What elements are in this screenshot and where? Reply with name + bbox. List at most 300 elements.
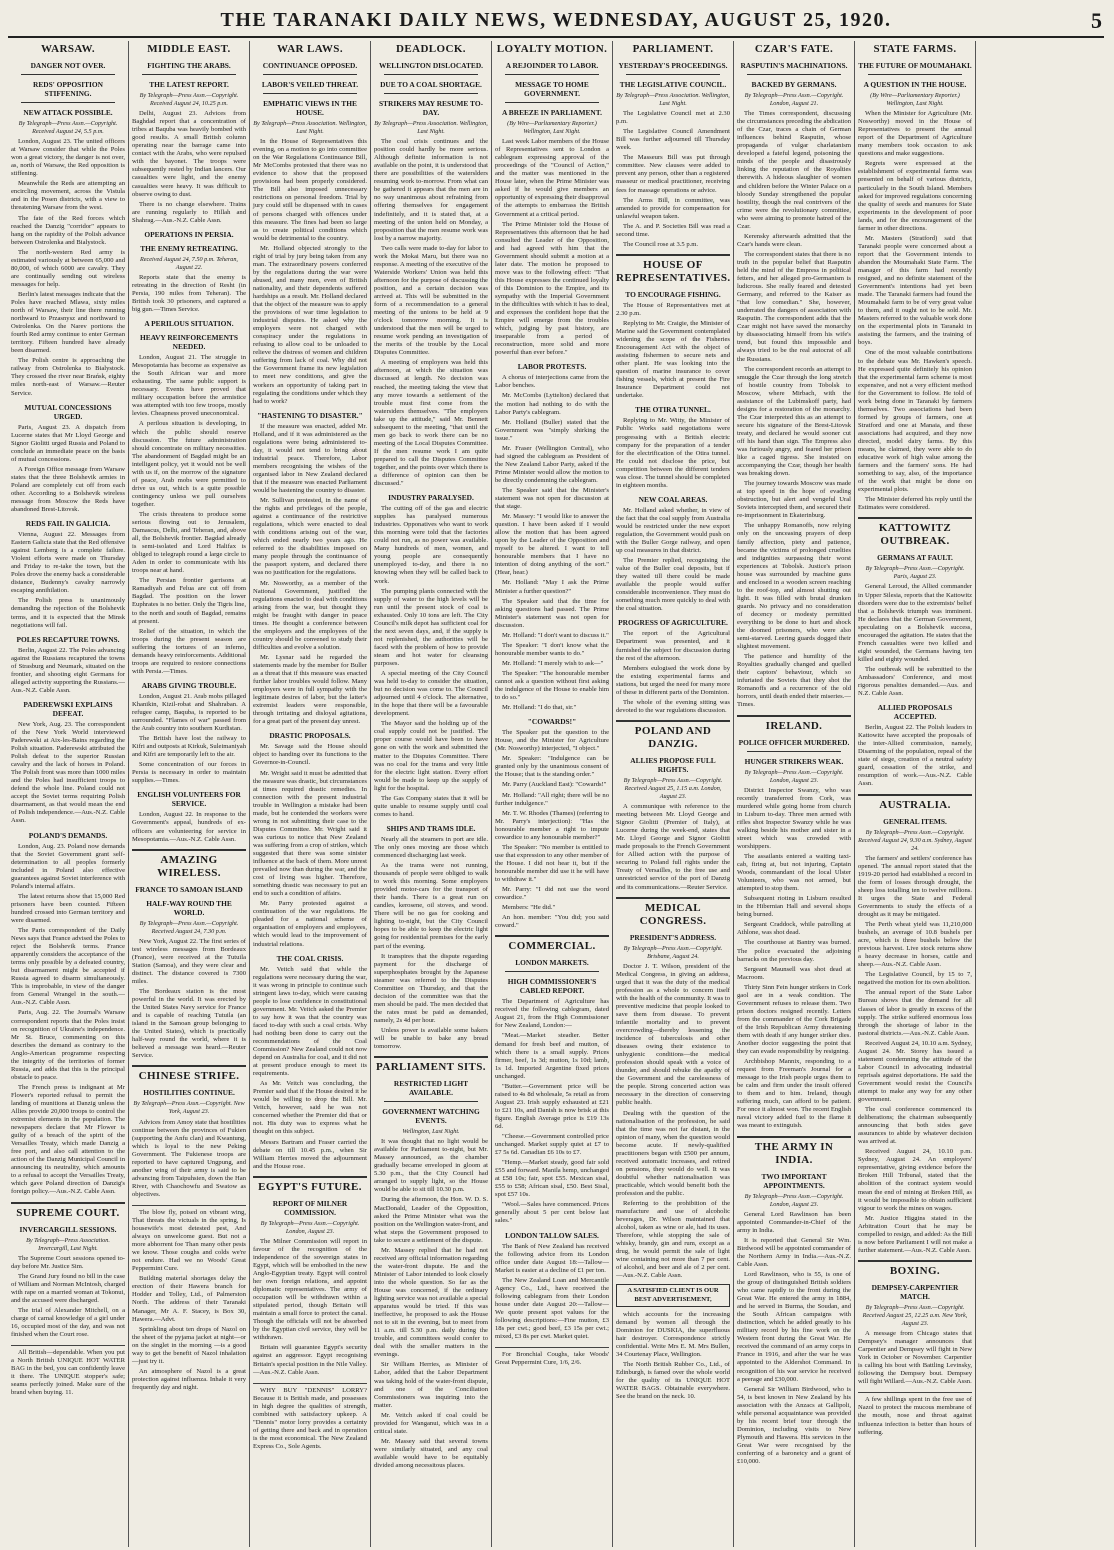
subheading: THE ENEMY RETREATING. bbox=[140, 243, 238, 253]
article-headline: CZAR'S FATE. bbox=[754, 43, 834, 55]
paragraph: Received August 24, 10.10 p.m. Sydney, August 24. An employers' representative, giving evidence before the Broken Hill Tribunal, stated that the abolition of the contract system would mean the end of mining at Broken Hill, as it would be impossible to obtain sufficient vigour to work the mines on wages. bbox=[858, 1148, 972, 1212]
paragraph: Mr. Justice Higgins stated in the Arbitration Court that he may be compelled to resign, and added: As the Bill is now before Parliament I will not make a further statement.—Aus.-N.Z. Cable Assn. bbox=[858, 1214, 972, 1254]
byline: By Telegraph—Press Assn.—Copyright. Received August 24, 10.25 p.m. bbox=[139, 92, 239, 108]
divider bbox=[263, 93, 357, 94]
subheading: DUE TO A COAL SHORTAGE. bbox=[380, 80, 482, 89]
subheading: POLES RECAPTURE TOWNS. bbox=[16, 634, 120, 644]
paragraph: Paris, Aug. 22. The Journal's Warsaw correspondent reports that the Poles insist on recognition of Ukraine's independence. Mr St. Bruce, commenting on this describes the demand as contrary to the Anglo-American programme respecting the integrity of the territories of former Russia, and adds that this is the principal obstacle to peace. bbox=[11, 1009, 125, 1081]
paragraph: A chorus of interjections came from the Labor benches. bbox=[495, 374, 609, 390]
subheading: INVERCARGILL SESSIONS. bbox=[19, 1224, 117, 1234]
paragraph: If the measure was enacted, added Mr. Holland, and if it was administered as the regulations were being administered to-day, it would not tend to bring about industrial peace. Therefore, Labor members recognising the wishes of the organised labor in New Zealand declared that if the measure was enacted Parliament would be hastening the country to disaster. bbox=[253, 422, 367, 495]
article-headline: WARSAW. bbox=[40, 43, 96, 55]
paragraph: Mr. Lysnar said he regarded the statements made by the member for Buller as a threat that if this measure was enacted further labor troubles would follow. Many employers were in full sympathy with the legitimate desires of labor, but the latter's extremist leaders were responsible, through irritating and disloyal agitations, for a great part of the present day unrest. bbox=[253, 653, 367, 726]
byline: (By Wire—Parliamentary Reporter.) Wellington, Last Night. bbox=[507, 120, 597, 136]
paragraph: Relief of the situation, in which the troops during the present season are suffering the tortures of an inferno, demands heavy reinforcements. Additional troops are required to restore connections with Persia.—Times. bbox=[132, 627, 246, 675]
subheading: OPERATIONS IN PERSIA. bbox=[144, 229, 234, 239]
paragraph: The Bordeaux station is the most powerful in the world. It was erected by the United States Navy service for France and is capable of reaching Tutuila (an island in the Samoan group belonging to the United States), which is practically half-way round the world, where it is believed a message was heard.—Reuter Service. bbox=[132, 987, 246, 1060]
paragraph: The Minister deferred his reply until the Estimates were considered. bbox=[858, 496, 972, 512]
subheading: RESTRICTED LIGHT AVAILABLE. bbox=[393, 1079, 469, 1098]
paragraph: Mr. Holland: "I do that, sir." bbox=[502, 704, 577, 712]
paragraph: The latest returns show that 15,000 Red prisoners have been counted. Fifteen hundred crossed into German territory and were disarmed. bbox=[11, 892, 125, 924]
paragraph: Thirty Sinn Fein hunger strikers in Cork gaol are in a weak condition. The Government refuses to release them. Two prison doctors resigned recently. Letters from the commander of the Cork Brigade of the Irish Republican Army threatening them with death if any hunger striker dies. Another doctor suggesting the point that they can evade responsibility by resigning. bbox=[737, 983, 851, 1056]
paragraph: Replying to Mr. Craigie, the Minister of Marine said the Government contemplated widening the scope of the Fisheries Encouragement Act with the object of assisting fishermen to secure nets and other plant. He was looking into the question of marine insurance to cover fishing vessels, which at present the Fire Insurance Department could not undertake. bbox=[616, 319, 730, 400]
paragraph: The coal crisis continues and the position could hardly be more serious. Although definite information is not available on the point, it is understood that there are possibilities of the waterslders resuming work to-morrow. From what can be gathered it appears that the men are in no way unanimous about refraining from offering themselves for engagement indefinitely, and it is stated that, at a meeting of the union held on Monday, a proposition that the men resume work was lost by a narrow majority. bbox=[374, 138, 488, 242]
paragraph: The British have lost the railway to Kifri and outposts at Kirkuk, Suleimaniyah and Kifri are temporarily left to the air. bbox=[132, 735, 246, 759]
paragraph: Sergeant Maunsell was shot dead at Macroom. bbox=[737, 965, 851, 981]
subheading: LABOR PROTESTS. bbox=[517, 362, 587, 372]
paragraph: Mr. Sullivan protested, in the name of the rights and privileges of the people, against a continuance of the restrictive regulations, which were enacted to deal with conditions arising out of the war, which ended nearly two years ago. He referred to the disabilities imposed on many people through the continuance of the passport system, and declared there was no justification for the regulations. bbox=[253, 497, 367, 577]
divider bbox=[747, 74, 841, 75]
byline: By Telegraph—Press Assn.—Copyright. Received August 24, 5.5 p.m. bbox=[18, 120, 118, 136]
byline: By Telegraph—Press Assn.—Copyright. London, August 23. bbox=[744, 768, 844, 784]
paragraph: The Grand Jury found no bill in the case of William and Norman McIntosh, charged with rape on a married woman at Tokonui, and the accused were discharged. bbox=[11, 1272, 125, 1304]
subheading: REPORT OF MILNER COMMISSION. bbox=[272, 1198, 348, 1217]
divider bbox=[11, 1202, 125, 1204]
paragraph: "Wool.—Sales have commenced. Prices generally about 5 per cent below last sales." bbox=[495, 1201, 609, 1225]
paragraph: The cutting off of the gas and electric supplies has paralysed numerous industries. Opponatives who want to work this morning were told that the factories could not run, as no power was available. Many hundreds of men, women, and young people are consequently unemployed to-day, and there is no knowing when they will be called back to work. bbox=[374, 505, 488, 585]
paragraph: Mr. Masters (Stratford) said that Taranaki people were concerned about a report that the Government intends to abandon the Moumahaki State Farm. The manager of this farm had recently resigned, and no definite statement of the Government's intentions had yet been made. The Taranaki farmers had found the Moumahaki farm to be of very great value to them, and it ought not to be sold. Mr. Masters referred to the valuable work done on the experimental plots in Taranaki in assisting the farmers, and the training of boys. bbox=[858, 234, 972, 347]
paragraph: Mr. Parry protested against a continuation of the war regulations. He pleaded for a national scheme of organisation of employers and employees, which would lead to the improvement of industrial relations. bbox=[253, 900, 367, 948]
paragraph: Meanwhile the Reds are attempting an encircling movement, across the Vistula and in the Posen districts, with a view to threatening Warsaw from the west. bbox=[11, 180, 125, 212]
paragraph: It transpires that the dispute regarding payment for the discharge of superphosphates brought by the Japanese steamer was referred to the Disputes Committee on Thursday, and that the decision of the committee was that the men should be paid. The men decided that the rates must be paid as demanded, namely, 2s 4d per hour. bbox=[374, 952, 488, 1024]
masthead bbox=[8, 6, 1104, 38]
subheading: THE FUTURE OF MOUMAHAKI. bbox=[858, 61, 972, 70]
byline: By Telegraph—Press Assn.—Copyright. Brisbane, August 24. bbox=[623, 944, 723, 960]
paragraph: Mr. Speaker: "Indulgence can be granted only by the unanimous consent of the House; that is the standing order." bbox=[495, 755, 609, 779]
subheading: GENERAL ITEMS. bbox=[883, 816, 947, 826]
column-3 bbox=[250, 41, 371, 1547]
subheading: MESSAGE TO HOME GOVERNMENT. bbox=[515, 80, 589, 98]
paragraph: Mr. Parry: "I did not use the word cowardice." bbox=[495, 886, 609, 902]
paragraph: During the afternoon, the Hon. W. D. S. MacDonald, Leader of the Opposition, asked the Prime Minister what was the position on the Wellington water-front, and what steps the Government proposed to take to secure a settlement of the dispute. bbox=[374, 1196, 488, 1244]
paragraph: The North British Rubber Co., Ltd., of Edinburgh, is famed over the whole world for the quality of its UNIQUE HOT WATER BAGS. Obtainable everywhere. See the brand on the neck. 10. bbox=[616, 1360, 730, 1401]
paragraph: "Butter.—Government price will be raised to 4s 8d wholesale, 5s retail as from August 23. Irish supply exhausted at £21 to £21 10s, and Danish is now brisk at this figure. English Average price is £19 13s 6d. bbox=[495, 1082, 609, 1130]
paragraph: The French press is indignant at Mr Flower's reported refusal to permit the landing of munitions at Danzig unless the Allies provide 20,000 troops to control the extremist elements in the population. The newspapers declare that Mr Flower is guilty of a breach of the spirit of the Versailles Treaty, which made Danzig a free port, and also call attention to the action of the Danzig Municipal Council in announcing its neutrality, which amounts to a refusal to accept the Versailles Treaty, which gave Poland direction of Danzig's foreign policy.—Aus.-N.Z. Cable Assn. bbox=[11, 1083, 125, 1196]
paragraph: Sergeant Craddock, while patrolling at Athlone, was shot dead. bbox=[737, 921, 851, 937]
paragraph: The Legislative Council Amendment Bill was further adjourned till Thursday week. bbox=[616, 128, 730, 152]
paragraph: Delhi, August 23. Advices from Baghdad report that a concentration of tribes at Baquba was heavily bombed with good results. A small British column operating near the barrage came into contact with the Arabs, who were repulsed with the bayonet. The troops were subsequently rested by Indian lancers. Our casualties were light, and the enemy casualties were heavy. It was difficult to observe owing to dust. bbox=[132, 110, 246, 198]
paragraph: General Lord Rawlinson has been appointed Commander-in-Chief of the army in India. bbox=[737, 1210, 851, 1234]
column-7 bbox=[734, 41, 855, 1547]
byline: By Telegraph—Press Assn.—Copyright. Paris, August 23. bbox=[865, 565, 965, 581]
paragraph: It is reported that General Sir Wm. Birdwood will be appointed commander of the Northern Army in India.—Aus.-N.Z. Cable Assn. bbox=[737, 1236, 851, 1268]
subheading: DRASTIC PROPOSALS. bbox=[269, 731, 351, 741]
paragraph: Berlin's latest messages indicate that the Poles have reached Mlawa, sixty miles north of Warsaw, their line there running northward to Przasnysz and northward to Ostrolenka. On the Narev portions the fourth Red army continue to enter German territory. Fifteen hundred have already been disarmed. bbox=[11, 290, 125, 355]
paragraph: New York, August 22. The first series of test wireless messages from Bordeaux (France), were received at the Tutuila Station (Samoa), and they were clear and distinct. The distance covered is 7300 miles. bbox=[132, 937, 246, 985]
article-headline: THE ARMY IN INDIA. bbox=[754, 1140, 834, 1166]
article-headline: DEADLOCK. bbox=[396, 43, 466, 55]
paragraph: A Foreign Office message from Warsaw states that the three Bolshevik armies in Poland are completely cut off from each other. According to a Bolshevik wireless message from Moscow the Reds have abandoned Brest-Litovsk. bbox=[11, 465, 125, 514]
paragraph: Mr. Veitch asked if coal could be provided for Wanganui, which was in a critical state. bbox=[374, 1411, 488, 1435]
subheading: CONTINUANCE OPPOSED. bbox=[262, 61, 358, 70]
paragraph: Archbishop Mannix, responding to a request from Freeman's Journal for a message to the Irish people urges them to be calm and firm under the insult offered to them and to him. Ireland, though suffering much, can afford to be patient. For once it almost won. The recent English naval victory added fuel to the flame it was meant to extinguish. bbox=[737, 1058, 851, 1130]
paragraph: Mr. Holland asked whether, in view of the fact that the coal supply from Australia would be restricted under the new export regulation, the Government would push on with the Buller Gorge railway, and open up coal measures in that district. bbox=[616, 506, 730, 555]
subheading: PROGRESS OF AGRICULTURE. bbox=[618, 618, 728, 628]
divider bbox=[505, 971, 599, 972]
paragraph: District Inspector Swanzy, who was recently transferred from Cork, was murdered while going home from church in Lisburn to-day. Three men armed with rifles shot Inspector Swanzy while he was walking beside his mother and sister in a street which was crowded with worshippers. bbox=[737, 786, 851, 850]
subheading: "HASTENING TO DISASTER." bbox=[257, 410, 363, 420]
paragraph: Mr. Massey replied that he had not received any official information regarding the water-front dispute. He and the Minister of Labor intended to look closely into the whole question. So far as the House was concerned, if the ordinary lighting service was not available a special apparatus would be tried. If this was ineffective, he proposed to ask the House not to sit in the evening, but to meet from 11 a.m. till 5.30 p.m. daily during the trouble, and committees would confer to deal with the smaller matters in the evenings. bbox=[374, 1246, 488, 1359]
paragraph: An atmosphere of Nazol is a great protection against influenza. Inhale it very frequently day and night. bbox=[132, 1367, 246, 1391]
article-headline: EGYPT'S FUTURE. bbox=[258, 1180, 362, 1193]
byline: By Telegraph—Press Assn.—Copyright. Received August 24, 9.30 a.m. Sydney, August 24. bbox=[858, 828, 972, 852]
article-headline: PARLIAMENT. bbox=[632, 43, 714, 55]
paragraph: Sprinkling about ten drops of Nazol on the sheet of the pyjama jacket at night—or on the singlet in the morning —is a good way to get the benefit of Nazol inhalation—just try it. bbox=[132, 1325, 246, 1365]
divider bbox=[132, 1065, 246, 1067]
column-6 bbox=[613, 41, 734, 1547]
article-headline: POLAND AND DANZIG. bbox=[634, 724, 712, 750]
paragraph: The Department of Agriculture has received the following cablegram, dated August 21, from the High Commissioner for New Zealand, London:— bbox=[495, 998, 609, 1030]
subheading: LONDON MARKETS. bbox=[515, 958, 589, 968]
paragraph: Last week Labor members of the House of Representatives sent to London a cablegram expressing approval of the proceedings of the "Council of Action," and the matter was mentioned in the House later, when the Prime Minister was asked if he would give members an opportunity of expressing their disapproval of the attempts to embarrass the British Government at a critical period. bbox=[495, 138, 609, 218]
paragraph: The Arms Bill, in committee, was amended to provide for compensation for unlawful weapon taken. bbox=[616, 196, 730, 220]
divider bbox=[858, 794, 972, 796]
article-headline: AMAZING WIRELESS. bbox=[157, 853, 221, 879]
paragraph: A message from Chicago states that Dempsey's manager announces that Carpentier and Dempsey will fight in New York in October or November. Carpentier is calling his bout with Battling Levinsky, following the Dempsey bout. Dempsey will fight Willard.—Aus.-N.Z. Cable Assn. bbox=[858, 1330, 972, 1386]
paragraph: Building material shortages delay the erection of their Hawera branch for Hodder and Tolley, Ltd., of Palmerston North. The address of their Taranaki Manager, Mr A. F. Stacey, is Box 30, Hawera.—Advt. bbox=[132, 1275, 246, 1323]
subheading: POLICE OFFICER MURDERED. bbox=[738, 737, 850, 747]
paragraph: The trial of Alexander Mitchell, on a charge of carnal knowledge of a girl under 16, occupied most of the day, and was not finished when the Court rose. bbox=[11, 1306, 125, 1339]
article-headline: KATTOWITZ OUTBREAK. bbox=[878, 522, 952, 548]
paragraph: Mr. Massey: "I would like to answer the question. I have been asked if I would allow the motion that has been agreed upon by the Leader of the Opposition and myself to be altered. I want to tell honourable members that I have no intention of doing anything of the sort." (Hear, hear.) bbox=[495, 513, 609, 577]
paragraph: The correspondent states that there is no truth in the popular belief that Rasputin held the mind of the Empress in political fetters, and her alleged pro-Germanism is ludicrous. She really feared and detested Germany, and referred to the Kaiser as "that low comedian." She, however, underrated the dangers of association with Rasputin. The correspondent adds that the Czar might not have saved the monarchy by disassociating himself from his wife's trend, but found this impossible and always tried to be the real autocrat of all the Russians. bbox=[737, 250, 851, 363]
paragraph: A special meeting of the City Council was held to-day to consider the situation, but no decision was come to. The Council adjourned until 4 o'clock. The alternative, in the hope that there will be a favourable development. bbox=[374, 670, 488, 718]
paragraph: The Persian frontier garrisons at Ramadiyah and Felua are cut off from Bagdad. The position on the lower Euphrates is no better. Only the Tigris line, to the north and south of Bagdad, remains at present. bbox=[132, 577, 246, 625]
subheading: THE COAL CRISIS. bbox=[276, 953, 344, 963]
paragraph: Mr. Holland: "I merely wish to ask—" bbox=[502, 659, 604, 667]
paragraph: An hon. member: "You did; you said coward." bbox=[495, 914, 609, 930]
subheading: LONDON TALLOW SALES. bbox=[505, 1230, 599, 1240]
paragraph: The Legislative Council, by 15 to 7, negatived the motion for its own abolition. bbox=[858, 971, 972, 987]
subheading: EMPHATIC VIEWS IN THE HOUSE. bbox=[263, 99, 357, 117]
paragraph: Sir William Herries, as Minister of Labor, added that the Labor Department was taking hold of the water-front dispute, and one of the Conciliation Commissioners was inquiring into the matter. bbox=[374, 1361, 488, 1409]
subheading: YESTERDAY'S PROCEEDINGS. bbox=[618, 61, 728, 70]
subheading: REDS FAIL IN GALICIA. bbox=[25, 519, 111, 529]
paragraph: Messrs Bartram and Fraser carried the debate on till 10.45 p.m., when Sir William Herries moved the adjournment and the House rose. bbox=[253, 1138, 367, 1170]
paragraph: The Speaker: "No member is entitled to use that expression to any other member of the House. I did not hear it, but if the honourable member did use it he will have to withdraw it." bbox=[495, 843, 609, 883]
divider bbox=[132, 849, 246, 851]
paragraph: General Sir William Birdwood, who is 54, is best known in New Zealand by his association with the Anzacs at Gallipoli, while personal acquaintance was provided by his recent brief tour through the Dominion, including visits to New Plymouth and Hawera. His services in the Great War were recognised by the conferring of a baronetcy and a grant of £10,000. bbox=[737, 1385, 851, 1466]
paragraph: The courthouse at Bantry was burned. The police evacuated the adjoining barracks on the previous day. bbox=[737, 939, 851, 963]
subheading: BACKED BY GERMANS. bbox=[751, 80, 837, 89]
paragraph: A meeting of employers was held this afternoon, at which the situation was discussed at length. No decision was reached, the meeting taking the view that any move towards a settlement of the trouble must first come from the watersiders themselves. "The employers take up the attitude," said Mr. Bennett subsequent to the meeting, "that until the men go back to work there can be no meeting of the Local Disputes Committee. If the men resume work I am quite prepared to call the Disputes Committee together, and the points over which there is a difference of opinion can then be discussed." bbox=[374, 359, 488, 488]
paragraph: The Premier replied, recognising the value of the Buller coal deposits, but if they waited till there could be made available the people would suffer considerable inconvenience. They must do something much more quickly to deal with the coal situation. bbox=[616, 557, 730, 613]
subheading: A PERILOUS SITUATION. bbox=[144, 319, 234, 329]
byline: By Telegraph—Press Assn.—Copyright. Received August 25, 1.15 a.m. London, August 23. bbox=[623, 776, 723, 800]
subheading: NEW ATTACK POSSIBLE. bbox=[23, 108, 113, 117]
paragraph: When the Minister for Agriculture (Mr. Nosworthy) moved in the House of Representatives to present the annual report of the Department of Agriculture many members took occasion to ask questions and make suggestions. bbox=[858, 110, 972, 158]
divider bbox=[384, 74, 478, 75]
paragraph: Mr. Veitch said that while the regulations were necessary during the war, it was wrong in principle to continue such stringent laws to-day, which were causing people to lose confidence in constitutional government. Mr. Veitch asked the Premier to say how it was that the country was faced to-day with such a coal crisis. Why had nothing been done to carry out the recommendations of the Coal Commission? New Zealand could not now depend on Australia for coal, and it did not at present produce enough to meet its requirements. bbox=[253, 965, 367, 1078]
paragraph: WHY BUY "DENNIS" LORRY? Because it is British made, and possesses in high degree the qualities of strength, combined with satisfactory upkeep. A "Dennis" motor lorry provides a certainty of getting there and back and in operation is the most economical. The New Zealand Express Co., Sole Agents. bbox=[253, 1386, 367, 1450]
paragraph: Mr. Wright said it must be admitted that the measure was drastic, but circumstances at times required drastic remedies. In connection with the present industrial trouble in Wellington a mistake had been made, but he contended the workers were wrong in not submitting their case to the Disputes Committee. Mr. Wright said it was curious to notice that New Zealand was suffering from a crop of strikes, which suggested that there was some sinister influence at the back of them. More unrest prevailed now than during the war, and the cost of living was higher. Therefore, something drastic was necessary to put an end to such a condition of affairs. bbox=[253, 769, 367, 898]
divider bbox=[142, 74, 236, 75]
paragraph: The Times correspondent, discussing the circumstances preceding the abdication of the Czar, traces a chain of German influences behind Rasputin, whose propaganda of vulgar charlatanism developed a fateful legend, poisoning the minds of the people and disastrously linking the reputation of the Royalties therewith. A hideous slaughter of women and children before the Winter Palace on a bloody Sunday strengthened the popular hostility, though the real contrivers of the crime were the revolutionary committee, who were aiming to promote hatred of the Czar. bbox=[737, 110, 851, 230]
paragraph: Subsequent rioting in Lisburn resulted in the Hibernian Hall and several shops being burned. bbox=[737, 895, 851, 919]
subheading: DANGER NOT OVER. bbox=[30, 61, 106, 70]
article-headline: HOUSE OF REPRESENTATIVES. bbox=[616, 258, 731, 284]
paragraph: Mr. Massey said that several towns were similarly situated, and any coal available would have to be equitably divided among necessitous places. bbox=[374, 1437, 488, 1469]
paragraph: There is no change elsewhere. Trains are running regularly to Hillah and Shahrag.—Aus.-N.Z. Cable Assn. bbox=[132, 200, 246, 224]
subheading: FIGHTING THE ARABS. bbox=[147, 61, 231, 70]
paragraph: Doctor J. T. Wilson, president of the Medical Congress, in giving an address, urged that it was the duty of the medical profession as a whole to concern itself with the health of the community. It was to preventive medicine that people looked to save them from disease. To prevent infantile mortality and to prevent overcrowding—thereby lessening the incidence of tuberculosis and other diseases owing their existence to unhygienic conditions—the medical profession should speak with a voice of thunder, and should rebuke the apathy of the Government and the carelessness of the people. Strong concerted action was necessary in the direction of conserving public health. bbox=[616, 962, 730, 1107]
paragraph: The Speaker said that the time for asking questions had passed. The Prime Minister's statement was not open for discussion. bbox=[495, 597, 609, 629]
subheading: STRIKERS MAY RESUME TO-DAY. bbox=[378, 99, 484, 117]
paragraph: "Cheese.—Government controlled price unchanged. Market supply quiet at £7 to £7 5s 6d. Canadian £6 10s to £7. bbox=[495, 1133, 609, 1157]
paragraph: The A. and P. Societies Bill was read a second time. bbox=[616, 222, 730, 238]
paragraph: A communique with reference to the meeting between Mr. Lloyd George and Signor Giolitti (Premier of Italy), at Lucerne during the week-end, states that Mr. Lloyd George and Signor Giolitti made proposals to the French Government for Allied action with the purpose of securing to Poland full rights under the Treaty of Versailles, to the free use and unrestricted service of the port of Danzig and its communications.—Reuter Service. bbox=[616, 803, 730, 891]
paragraph: The Masseurs Bill was put through committee. New clauses were added to prevent any person, other than a registered masseur or medical practitioner, receiving fees for massage operations or advice. bbox=[616, 154, 730, 194]
paragraph: One of the most valuable contributions to the debate was Mr. Hawken's speech. He expressed quite definitely his opinion that the experimental farm scheme is most expensive, and not a very efficient method for the Government to follow. He told of work being done in Taranaki by farmers themselves. Two associations had been formed by groups of farmers, one at Stratford and one at Manaia, and these associations had acquired, and they now directed, model dairy farms. By this means, he claimed, they were able to do educative work of high value among the farmers and the farmers' sons. He had something to say, also, of the importance of the work that might be done on experimental plots. bbox=[858, 349, 972, 494]
subheading: ENGLISH VOLUNTEERS FOR SERVICE. bbox=[137, 790, 241, 809]
divider bbox=[253, 1176, 367, 1178]
paragraph: A perilous situation is developing, in which the public should reserve discussion. The future administration should concentrate on military necessities. The abandonment of Bagdad might be an intelligent policy, yet it would not be well with us if, on the morrow of the signature of peace, Arab mobs were permitted to drive us out, which is a quite possible contingency unless we pull ourselves together. bbox=[132, 420, 246, 508]
byline: (By Wire—Parliamentary Reporter.) Wellington, Last Night. bbox=[870, 92, 960, 108]
subheading: DEMPSEY-CARPENTIER MATCH. bbox=[871, 1282, 959, 1301]
divider bbox=[858, 1260, 972, 1262]
subheading: THE LEGISLATIVE COUNCIL. bbox=[619, 80, 727, 89]
paragraph: As Mr. Veitch was concluding, the Premier said that if the House desired it he would be willing to drop the Bill. Mr. Veitch, however, said he was not concerned whether the Premier did that or not. His duty was to express what he thought on this subject. bbox=[253, 1080, 367, 1136]
divider bbox=[495, 1347, 609, 1348]
subheading: HUNGER STRIKERS WEAK. bbox=[744, 756, 844, 766]
paragraph: Regrets were expressed at the establishment of experimental farms was presented on behalf of various districts, particularly in the South Island. Members asked for improved regulations concerning the quality of seeds and manures for State experiments in the development of poor lands, and for the encouragement of the farmer in other directions. bbox=[858, 160, 972, 232]
advert-box: A SATISFIED CLIENT IS OUR BEST ADVERTISEMENT, bbox=[616, 1284, 730, 1306]
paragraph: The patience and humility of the Royalties gradually changed and quelled their captors' behaviour, which so infuriated the Soviets that they shot the Romanoffs and a recurrence of the old horrors, until death ended their miseries.—Times. bbox=[737, 653, 851, 709]
paragraph: Reports state that the enemy is retreating in the direction of Resht (in Persia, 190 miles from Teheran). The British took 30 prisoners, and captured a big gun.—Times Service. bbox=[132, 273, 246, 314]
subheading: MUTUAL CONCESSIONS URGED. bbox=[24, 402, 112, 421]
page-number: 5 bbox=[1091, 8, 1102, 33]
paragraph: Mr. Holland (Buller) stated that the Government was "simply shirking the issue." bbox=[495, 418, 609, 442]
divider bbox=[374, 1056, 488, 1058]
paragraph: The annual report of the State Labor Bureau shows that the demand for all classes of labor is greatly in excess of the supply. The strike suffered enormous loss through the shortage of labor in the pastoral districts.—Aus.-N.Z. Cable Assn. bbox=[858, 989, 972, 1037]
subheading: POLAND'S DEMANDS. bbox=[28, 830, 108, 840]
paragraph: Kerensky afterwards admitted that the Czar's hands were clean. bbox=[737, 232, 851, 248]
article-headline: COMMERCIAL. bbox=[508, 940, 596, 953]
paragraph: A few shillings spent in the free use of Nazol to protect the mucous membrane of the mouth, nose and throat against influenza infection is better than hours of suffering. bbox=[858, 1396, 972, 1436]
column-8 bbox=[855, 41, 976, 1547]
subheading: GOVERNMENT WATCHING EVENTS. bbox=[382, 1107, 480, 1126]
subheading: REDS' OPPOSITION STIFFENING. bbox=[32, 80, 104, 98]
subheading: THE OTIRA TUNNEL. bbox=[635, 405, 711, 415]
paragraph: Some concentration of our forces in Persia is necessary in order to maintain supplies.—Times. bbox=[132, 761, 246, 785]
article-headline: MIDDLE EAST. bbox=[147, 43, 231, 55]
subheading: A BREEZE IN PARLIAMENT. bbox=[502, 108, 602, 117]
byline: By Telegraph—Press Association. Invercargill, Last Night. bbox=[26, 1236, 110, 1252]
subheading: ARABS GIVING TROUBLE. bbox=[141, 680, 237, 690]
paragraph: Mr. Nosworthy, as a member of the National Government, justified the regulations enacted to deal with conditions arising from the war, but thought they might be fraught with danger in peace times. He thought a conference between the employers and the employees of the country should be convened to study their difficulties and evolve a solution. bbox=[253, 579, 367, 651]
divider bbox=[253, 1383, 367, 1384]
paragraph: Berlin, August 22. The Polish leaders in Kattowitz have accepted the proposals of the inter-Allied commission, namely, Disarming of the population, repeal of the state of siege, creation of a neutral safety guard, cessation of the strike, and resumption of work.—Aus.-N.Z. Cable Assn. bbox=[858, 724, 972, 788]
divider bbox=[858, 1392, 972, 1393]
paragraph: For Bronchial Coughs, take Woods' Great Peppermint Cure, 1/6, 2/6. bbox=[495, 1351, 609, 1367]
article-headline: AUSTRALIA. bbox=[879, 798, 951, 811]
subheading: THE LATEST REPORT. bbox=[149, 80, 229, 89]
paragraph: Replying to Mr. Witty, the Minister of Public Works said negotiations were progressing with a British electric company for the preparation of a tender for the electrification of the Otira tunnel. He could not disclose the price, but competition between the different tenders was close. The tunnel should be completed in eighteen months. bbox=[616, 417, 730, 489]
subheading: A QUESTION IN THE HOUSE. bbox=[863, 80, 967, 89]
byline: By Telegraph—Press Association. Wellington, Last Night. bbox=[253, 120, 367, 136]
byline: By Telegraph—Press Assn.—Copyright. Received August 25, 12.25 a.m. New York, August 23. bbox=[862, 1303, 968, 1327]
subheading: HOSTILITIES CONTINUE. bbox=[143, 1088, 235, 1098]
paragraph: The Polish centre is approaching the railway from Ostrolenka to Bialystock. They crossed the river near Brańsk, eighty miles north-east of Warsaw.—Reuter Service. bbox=[11, 357, 125, 397]
byline: By Telegraph—Press Assn.—Copyright. London, August 23. bbox=[260, 1219, 360, 1235]
subheading: TO ENCOURAGE FISHING. bbox=[625, 289, 721, 299]
subheading: A REJOINDER TO LABOR. bbox=[505, 61, 599, 70]
paragraph: The farmers' and settlers' conference has opened. The annual report stated that the 1919-20 period had established a record in the form of losses through drought, the sheep loss totalling ten to twelve millions. It urges the State and Federal Governments to study the effects of a drought as it may be mitigated. bbox=[858, 854, 972, 918]
article-headline: BOXING. bbox=[889, 1264, 941, 1277]
subheading: ALLIED PROPOSALS ACCEPTED. bbox=[877, 703, 953, 722]
paragraph: The Prime Minister told the House of Representatives this afternoon that he had consulted the Leader of the Opposition, and had agreed with him that the Government should submit a motion at a later date. The motion he proposed to move was to the following effect: "That this House expresses the continued loyalty of this Dominion to the Empire, and its sympathy with the Imperial Government in the difficulties with which it has to deal, and expresses the confident hope that the Empire will emerge from the troubles which, judging by past history, are inseparable from a period of reconstruction, more solid and more powerful than ever before." bbox=[495, 220, 609, 357]
subheading: LABOR'S VEILED THREAT. bbox=[261, 80, 359, 89]
paragraph: The Speaker: "The honourable member cannot ask a question without first asking the indulgence of the House to enable him to do so." bbox=[495, 669, 609, 702]
article-headline: STATE FARMS. bbox=[873, 43, 957, 55]
paragraph: Mr. Holland: "All right; there will be no further indulgence." bbox=[495, 791, 609, 807]
paragraph: Unless power is available some bakers will be unable to bake any bread tomorrow. bbox=[374, 1026, 488, 1051]
subheading: TWO IMPORTANT APPOINTMENTS. bbox=[761, 1171, 827, 1190]
paragraph: Mr. Holland objected strongly to the right of trial by jury being taken from any man. The extraordinary powers conferred by the regulations during the war were abused, and many men, even of British nationality, and their dependents suffered hardships as a result. Mr. Holland declared that the object of the measure was to apply the provisions of war time legislation to industrial disputes. He asked why the employers were not charged with conspiracy under the regulations in refusing to allow coal to be unloaded to relieve the distress of women and children suffering from lack of coal. Why did not the Government frame its new legislation to meet new conditions, and give the workers an opportunity of taking part in regulating the conditions under which they had to work? bbox=[253, 244, 367, 405]
paragraph: Mr. T. W. Rhodes (Thames) (referring to Mr. Parry's interjection): "Has the honourable member a right to impute cowardice to any honourable member?" bbox=[495, 809, 609, 841]
paragraph: The north-western Red army is estimated variously at between 65,000 and 80,000, of which 6000 are cavalry. They are continually sending out wireless messages for help. bbox=[11, 248, 125, 288]
subheading: HEAVY REINFORCEMENTS NEEDED. bbox=[140, 333, 238, 352]
divider bbox=[616, 720, 730, 722]
paragraph: Paris, August 23. A dispatch from Lucerne states that Mr Lloyd George and Signor Giolitti urged Russia and Poland to conclude an immediate peace on the basis of mutual concessions. bbox=[11, 423, 125, 463]
paragraph: "Hemp.—Market steady, good fair sold £55 and forward. Manila hemp, unchanged at £58 10s; fair, spot £55. Mexican sisal, £55 to £58; African sisal, £50. Best Sisal, spot £57 10s. bbox=[495, 1159, 609, 1199]
paragraph: The Supreme Court sessions opened to-day before Mr. Justice Sim. bbox=[11, 1254, 125, 1270]
byline: Received August 24, 7.50 p.m. Teheran, August 22. bbox=[140, 255, 238, 271]
divider bbox=[384, 1101, 478, 1102]
paragraph: The journey towards Moscow was made at top speed in the hope of evading obstruction, but alert and vengeful Ural Soviets intercepted them, and secured their re-imprisonment in Ekaterinburg. bbox=[737, 480, 851, 520]
paragraph: It was thought that no light would be available for Parliament to-night, but Mr. Massey announced, as the chamber gradually became enveloped in gloom at 5.30 p.m., that the City Council had arranged to supply light, so the House would be able to sit till 10.30 p.m. bbox=[374, 1138, 488, 1194]
subheading: PRESIDENT'S ADDRESS. bbox=[629, 932, 717, 942]
paragraph: The Perth wheat yield was 11,210,000 bushels, an average of 10.8 bushels per acre, which is three bushels below the previous harvest. Live stock returns show a heavy decrease in horses, cattle and sheep.—Aus.-N.Z. Cable Assn. bbox=[858, 921, 972, 969]
paragraph: Mr. Fraser (Wellington Central), who had signed the cablegram as President of the New Zealand Labor Party, asked if the Prime Minister would allow the motion to be directly condemning the cablegram. bbox=[495, 444, 609, 484]
paragraph: which accounts for the increasing demand by women all through the Dominion for DUSKIA, the superfluous hair destroyer. Correspondence strictly confidential. Write Mrs E. M. Mrs Bullen, 34 Courtenay Place, Wellington. bbox=[616, 1310, 730, 1358]
paragraph: London, August 21. Arab mobs pillaged Khanikin, Kizil-robat and Shahraban. A refugee camp, Baquba, is reported to be surrounded. "Flames of war" passed from the Arab country into southern Kurdistan. bbox=[132, 692, 246, 733]
paragraph: The Mayor said the holding up of the coal supply could not be justified. The proper course would have been to have gone on with the work and submitted the matter to the Disputes Committee. There was no coal for the trams and very little for the electric light station. Every effort would be made to keep up the supply of light for the hospital. bbox=[374, 720, 488, 792]
divider bbox=[495, 935, 609, 937]
subheading: RASPUTIN'S MACHINATIONS. bbox=[740, 61, 848, 70]
divider bbox=[263, 74, 357, 75]
paragraph: "Meat.—Market steadier. Better demand for fresh beef and mutton, of which there is a small supply. Prices firmer, beef, 1s 3d; mutton, 1s 10d; lamb, 1s 1d. Imported Argentine fixed prices unchanged. bbox=[495, 1032, 609, 1080]
subheading: PADEREWSKI EXPLAINS DEFEAT. bbox=[23, 699, 113, 718]
paragraph: Mr. Holland: "May I ask the Prime Minister a further question?" bbox=[495, 579, 609, 595]
paragraph: Mr. McCombs (Lyttelton) declared that the motion had nothing to do with the Labor Party's cablegram. bbox=[495, 392, 609, 416]
subheading: SHIPS AND TRAMS IDLE. bbox=[386, 823, 476, 833]
divider bbox=[616, 254, 730, 256]
paragraph: The pumping plants connected with the supply of water to the high levels will be run until the present stock of coal is exhausted. Only 10 tons are left. The City Council's milk depot has sufficient coal for the next seven days, and, if the supply is not replenished, the authorities will be faced with the problem of how to provide steam and hot water for cleansing purposes. bbox=[374, 587, 488, 667]
subheading: NEW COAL AREAS. bbox=[638, 494, 708, 504]
column-1 bbox=[8, 41, 129, 1547]
subheading: ALLIES PROPOSE FULL RIGHTS. bbox=[630, 755, 716, 774]
byline: By Telegraph—Press Assn.—Copyright. London, August 23. bbox=[744, 1192, 844, 1208]
divider bbox=[747, 751, 841, 752]
paragraph: The whole of the evening sitting was devoted to the war regulations discussion. bbox=[616, 698, 730, 714]
paragraph: Referring to the prohibition of the manufacture and use of alcoholic beverages, Dr. Wilson maintained that alcohol, taken as wine or ale, had its uses. Therefore, while stopping the sale of whisky, brandy, gin and rum, except as a drug, he would permit the sale of light wine containing not more than 7 per cent. of alcohol, and beer and ale of 2 per cent.—Aus.-N.Z. Cable Assn. bbox=[616, 1200, 730, 1280]
columns bbox=[8, 41, 1104, 1547]
paragraph: The fate of the Red forces which reached the Danzig "corridor" appears to hang on the rapidity of the Polish advance between Ostrolenka and Bialystock. bbox=[11, 214, 125, 246]
divider bbox=[132, 1205, 246, 1206]
byline: Wellington, Last Night. bbox=[402, 1128, 460, 1136]
column-4 bbox=[371, 41, 492, 1547]
paragraph: The coal conference commenced its deliberations; the chairman subsequently announcing that both sides gave assurances to abide by whatever decision was arrived at. bbox=[858, 1106, 972, 1146]
paragraph: All British—dependable. When you put a North British UNIQUE HOT WATER BAG in the bed, you can confidently leave it there. The UNIQUE stopper's safe; seams perfectly joined. Make sure of the brand when buying. 11. bbox=[11, 1349, 125, 1397]
paragraph: Mr. Parry (Auckland East): "Cowards!" bbox=[502, 781, 607, 789]
paragraph: The Speaker put the question to the House, and the Minister for Agriculture (Mr. Nosworthy) interjected, "I object." bbox=[495, 729, 609, 753]
article-headline: PARLIAMENT SITS. bbox=[376, 1061, 486, 1074]
paragraph: The Bank of New Zealand has received the following advice from its London office under date August 18:—Tallow—Market is easier at a decline of £1 per ton. bbox=[495, 1242, 609, 1274]
paragraph: The blow fly, poised on vibrant wing, That threats the victuals in the spring, Is housewife's most detested pest, And always on unwelcome guest. But not a more abhorrent foe Than many other pests we know. Those coughs and colds we're not endure. Had we no Woods' Great Peppermint Cure. bbox=[132, 1208, 246, 1273]
paragraph: London, Aug. 23. Poland now demands that the Soviet Government grant self-determination to all peoples formerly included in Poland also effective guarantees against Soviet interference with Poland's internal affairs. bbox=[11, 842, 125, 890]
paragraph: The House of Representatives met at 2.30 p.m. bbox=[616, 301, 730, 317]
byline: By Telegraph—Press Association. Wellington, Last Night. bbox=[374, 120, 488, 136]
paragraph: Vienna, August 22. Messages from Eastern Galicia state that the Red offensive against Lemberg is a complete failure. Violent efforts were made on Thursday and Friday to re-take the town, but the Poles drove the enemy back a considerable distance, Budenny's cavalry narrowly escaping annihilation. bbox=[11, 531, 125, 595]
paragraph: New York, Aug. 23. The correspondent of the New York World interviewed Paderewski at Aix-les-Bains regarding the Polish situation. Paderewski attributed the Polish defeat to the superior Russian cavalry and the lack of horses in Poland. The Polish front was more than 1000 miles and the Poles had insufficient troops to defend the whole line. Poland could not accept the Soviet terms requiring Polish disarmament, as that would mean the end of Polish independence.—Aus.-N.Z. Cable Assn. bbox=[11, 720, 125, 825]
paragraph: Britain will guarantee Egypt's security against an aggressor. Egypt recognising Britain's special position in the Nile Valley.—Aus.-N.Z. Cable Assn. bbox=[253, 1344, 367, 1376]
paragraph: The Legislative Council met at 2.30 p.m. bbox=[616, 110, 730, 126]
divider bbox=[21, 74, 115, 75]
paragraph: Mr. Holland: "I don't want to discuss it." bbox=[502, 631, 609, 639]
divider bbox=[505, 74, 599, 75]
paragraph: Berlin, August 22. The Poles advancing against the Russians recaptured the towns of Strasburg and Neumark, situated on the frontier, and shooting eight Germans for alleged activity supporting the Russians.—Aus.-N.Z. Cable Assn. bbox=[11, 646, 125, 694]
masthead-title: THE TARANAKI DAILY NEWS, WEDNESDAY, AUGUST 25, 1920. bbox=[220, 9, 892, 31]
subheading: HIGH COMMISSIONER'S CABLED REPORT. bbox=[507, 977, 597, 996]
divider bbox=[737, 715, 851, 717]
byline: By Telegraph—Press Association. Wellington, Last Night. bbox=[616, 92, 730, 108]
divider bbox=[11, 1345, 125, 1346]
paragraph: Received August 24, 10.10 a.m. Sydney, August 24. Mr. Storey has issued a statement condemning the attitude of the Labor Council in advocating industrial reprisals against deportations. He said the Government would resist the Council's attempt to make any way for any other government. bbox=[858, 1039, 972, 1104]
paragraph: London, August 21. The struggle in Mesopotamia has become as expensive as the South African war and more exhausting. The same public support is necessary. Events have proved that military occupation before the armistice was attempted with too few troops, mostly levies. Cheapness proved uneconomical. bbox=[132, 354, 246, 418]
column-9 bbox=[976, 41, 1097, 1547]
paragraph: In the House of Representatives this evening, on a motion to go into committee on the War Regulations Continuance Bill, Mr McCombs protested that there was no evidence to show that the proposed provisions had been properly considered. The Bill also imposed unnecessary restrictions on personal freedom. Trial by jury could still be dispensed with in cases of persons charged with offences under this measure. The fines had been so large as to create political conditions which would be detrimental to the country. bbox=[253, 138, 367, 242]
paragraph: The assailants entered a waiting taxi-cab, firing at, but not injuring, Captain Woods, commandant of the local Ulster Volunteers, who was not armed, but attempted to stop them. bbox=[737, 852, 851, 893]
paragraph: London, August 23. The united officers at Warsaw consider that while the Poles won a great victory, the danger is not over, as, north of Warsaw, the Red opposition is stiffening. bbox=[11, 138, 125, 178]
article-headline: SUPREME COURT. bbox=[16, 1206, 120, 1219]
paragraph: The report of the Agricultural Department was presented, and it furnished the subject for discussion during the rest of the afternoon. bbox=[616, 630, 730, 662]
paragraph: The unhappy Romanoffs, now relying only on the unceasing prayers of deep family affection, piety and patience, became the victims of prolonged cruelties and indignities surpassing their worst experiences at Tobolsk. Justice's prison house was surrounded by machine guns and enclosed in a wooden screen reaching to the roof-top, and almost shutting out light. It was filled with brutal drunken guards. No privacy and no consideration of decency or modesty permitted everything to be done to hurt and shock the doomed prisoners, who were also semi-starved. Leering guards dogged their slightest movement. bbox=[737, 522, 851, 651]
paragraph: The Speaker said that the Minister's statement was not open for discussion at that stage. bbox=[495, 486, 609, 511]
article-headline: IRELAND. bbox=[765, 719, 823, 732]
subheading: GERMANS AT FAULT. bbox=[877, 553, 953, 563]
divider bbox=[505, 102, 599, 103]
paragraph: The Gas Company states that it will be quite unable to resume supply until coal comes to hand. bbox=[374, 794, 488, 818]
paragraph: Mr. Savage said the House should object to handing over its functions to the Governor-in-Council. bbox=[253, 743, 367, 767]
paragraph: The outbreak will be submitted to the Ambassadors' Conference, and most rigorous penalties demanded.—Aus. and N.Z. Cable Assn. bbox=[858, 665, 972, 698]
divider bbox=[737, 1136, 851, 1138]
article-headline: MEDICAL CONGRESS. bbox=[639, 901, 707, 927]
subheading: INDUSTRY PARALYSED. bbox=[388, 493, 474, 503]
paragraph: The Polish press is unanimously demanding the rejection of the Bolshevik terms, and it is expected that the Minsk negotiations will fail. bbox=[11, 597, 125, 629]
divider bbox=[616, 897, 730, 899]
paragraph: The New Zealand Loan and Mercantile Agency Co., Ltd., have received the following cablegram from their London house under date August 20:—Tallow—We quote present spot values for the following descriptions:—Fine mutton, £3 18s per cwt.; good beef, £3 15s per cwt.; mixed, £3 8s per cwt. Market quiet. bbox=[495, 1276, 609, 1341]
paragraph: General Leroud, the Allied commander in Upper Silesia, reports that the Kattowitz disorders were due to the extremists' belief that a Bolshevik triumph was imminent. He declares that the German Government, speculating on a Bolshevik success, encouraged the agitation. He states that the French casualties were two killed and eight wounded, the Germans having ten killed and eighty wounded. bbox=[858, 583, 972, 663]
paragraph: The Milner Commission will report in favour of the recognition of the independence of the sovereign states in Egypt, which will be embodied in the new Anglo-Egyptian treaty. Egypt will control her own foreign relations, and appoint diplomatic representatives. The army of occupation will be withdrawn within a stipulated period, though Britain will maintain a small force to protect the canal. Though the officials will not be absorbed by the Egyptian civil service, they will be withdrawn. bbox=[253, 1237, 367, 1342]
divider bbox=[21, 102, 115, 103]
divider bbox=[858, 517, 972, 519]
byline: By Telegraph—Press Assn.—Copyright. London, August 21. bbox=[744, 92, 844, 108]
article-headline: WAR LAWS. bbox=[277, 43, 343, 55]
paragraph: The Council rose at 3.5 p.m. bbox=[623, 240, 699, 248]
article-headline: LOYALTY MOTION. bbox=[496, 43, 608, 55]
paragraph: London, August 22. In response to the Government's appeal, hundreds of ex-officers are volunteering for service in Mesopotamia.—Aus.-N.Z. Cable Assn. bbox=[132, 811, 246, 843]
subheading: WELLINGTON DISLOCATED. bbox=[378, 61, 484, 70]
paragraph: Members eulogised the work done by the existing experimental farms and stations, but urged the need for many more of these in different parts of the Dominion. bbox=[616, 664, 730, 696]
paragraph: The Speaker: "I don't know what the honourable member wants to do." bbox=[495, 641, 609, 657]
subheading: HALF-WAY ROUND THE WORLD. bbox=[146, 898, 232, 917]
byline: By Telegraph—Press Assn.—Copyright. Received August 24, 7.30 p.m. bbox=[139, 919, 239, 935]
paragraph: Members: "He did." bbox=[502, 904, 556, 912]
paragraph: The correspondent records an attempt to smuggle the Czar through the long stretch of hostile country from Tobolsk to Moscow, where Mirbach, with the assistance of the Lubimskoff party, had designs for a restoration of the monarchy. The Czar interpreted this as an attempt to secure his signature of the Brest-Litovsk treaty, and declared he would sooner cut off his hand than sign. The Empress also was furiously angry, and feared her prison like a caged tigress. She insisted on accompanying the Czar, though her health was breaking down. bbox=[737, 365, 851, 478]
paragraph: The crisis threatens to produce some serious flowing out to Jerusalem, Damascus, Delhi, and Teheran, and, above all, the Bolshevik frontier. Bagdad already is semi-isolated and Lord Halifax is obliged to telegraph round a large circle to Aden in order to communicate with his troops near at hand. bbox=[132, 510, 246, 575]
paragraph: Two calls were made to-day for labor to work the Mokai Maru, but there was no response. A meeting of the executive of the Waterside Workers' Union was held this afternoon for the purpose of discussing the position, and a certain decision was arrived at. This will be submitted in the form of a recommendation to a general meeting of the unions to be held at 9 o'clock tomorrow morning. It is understood that the men will be urged to resume work pending an investigation of the merits of the trouble by the Local Disputes Committee. bbox=[374, 244, 488, 357]
